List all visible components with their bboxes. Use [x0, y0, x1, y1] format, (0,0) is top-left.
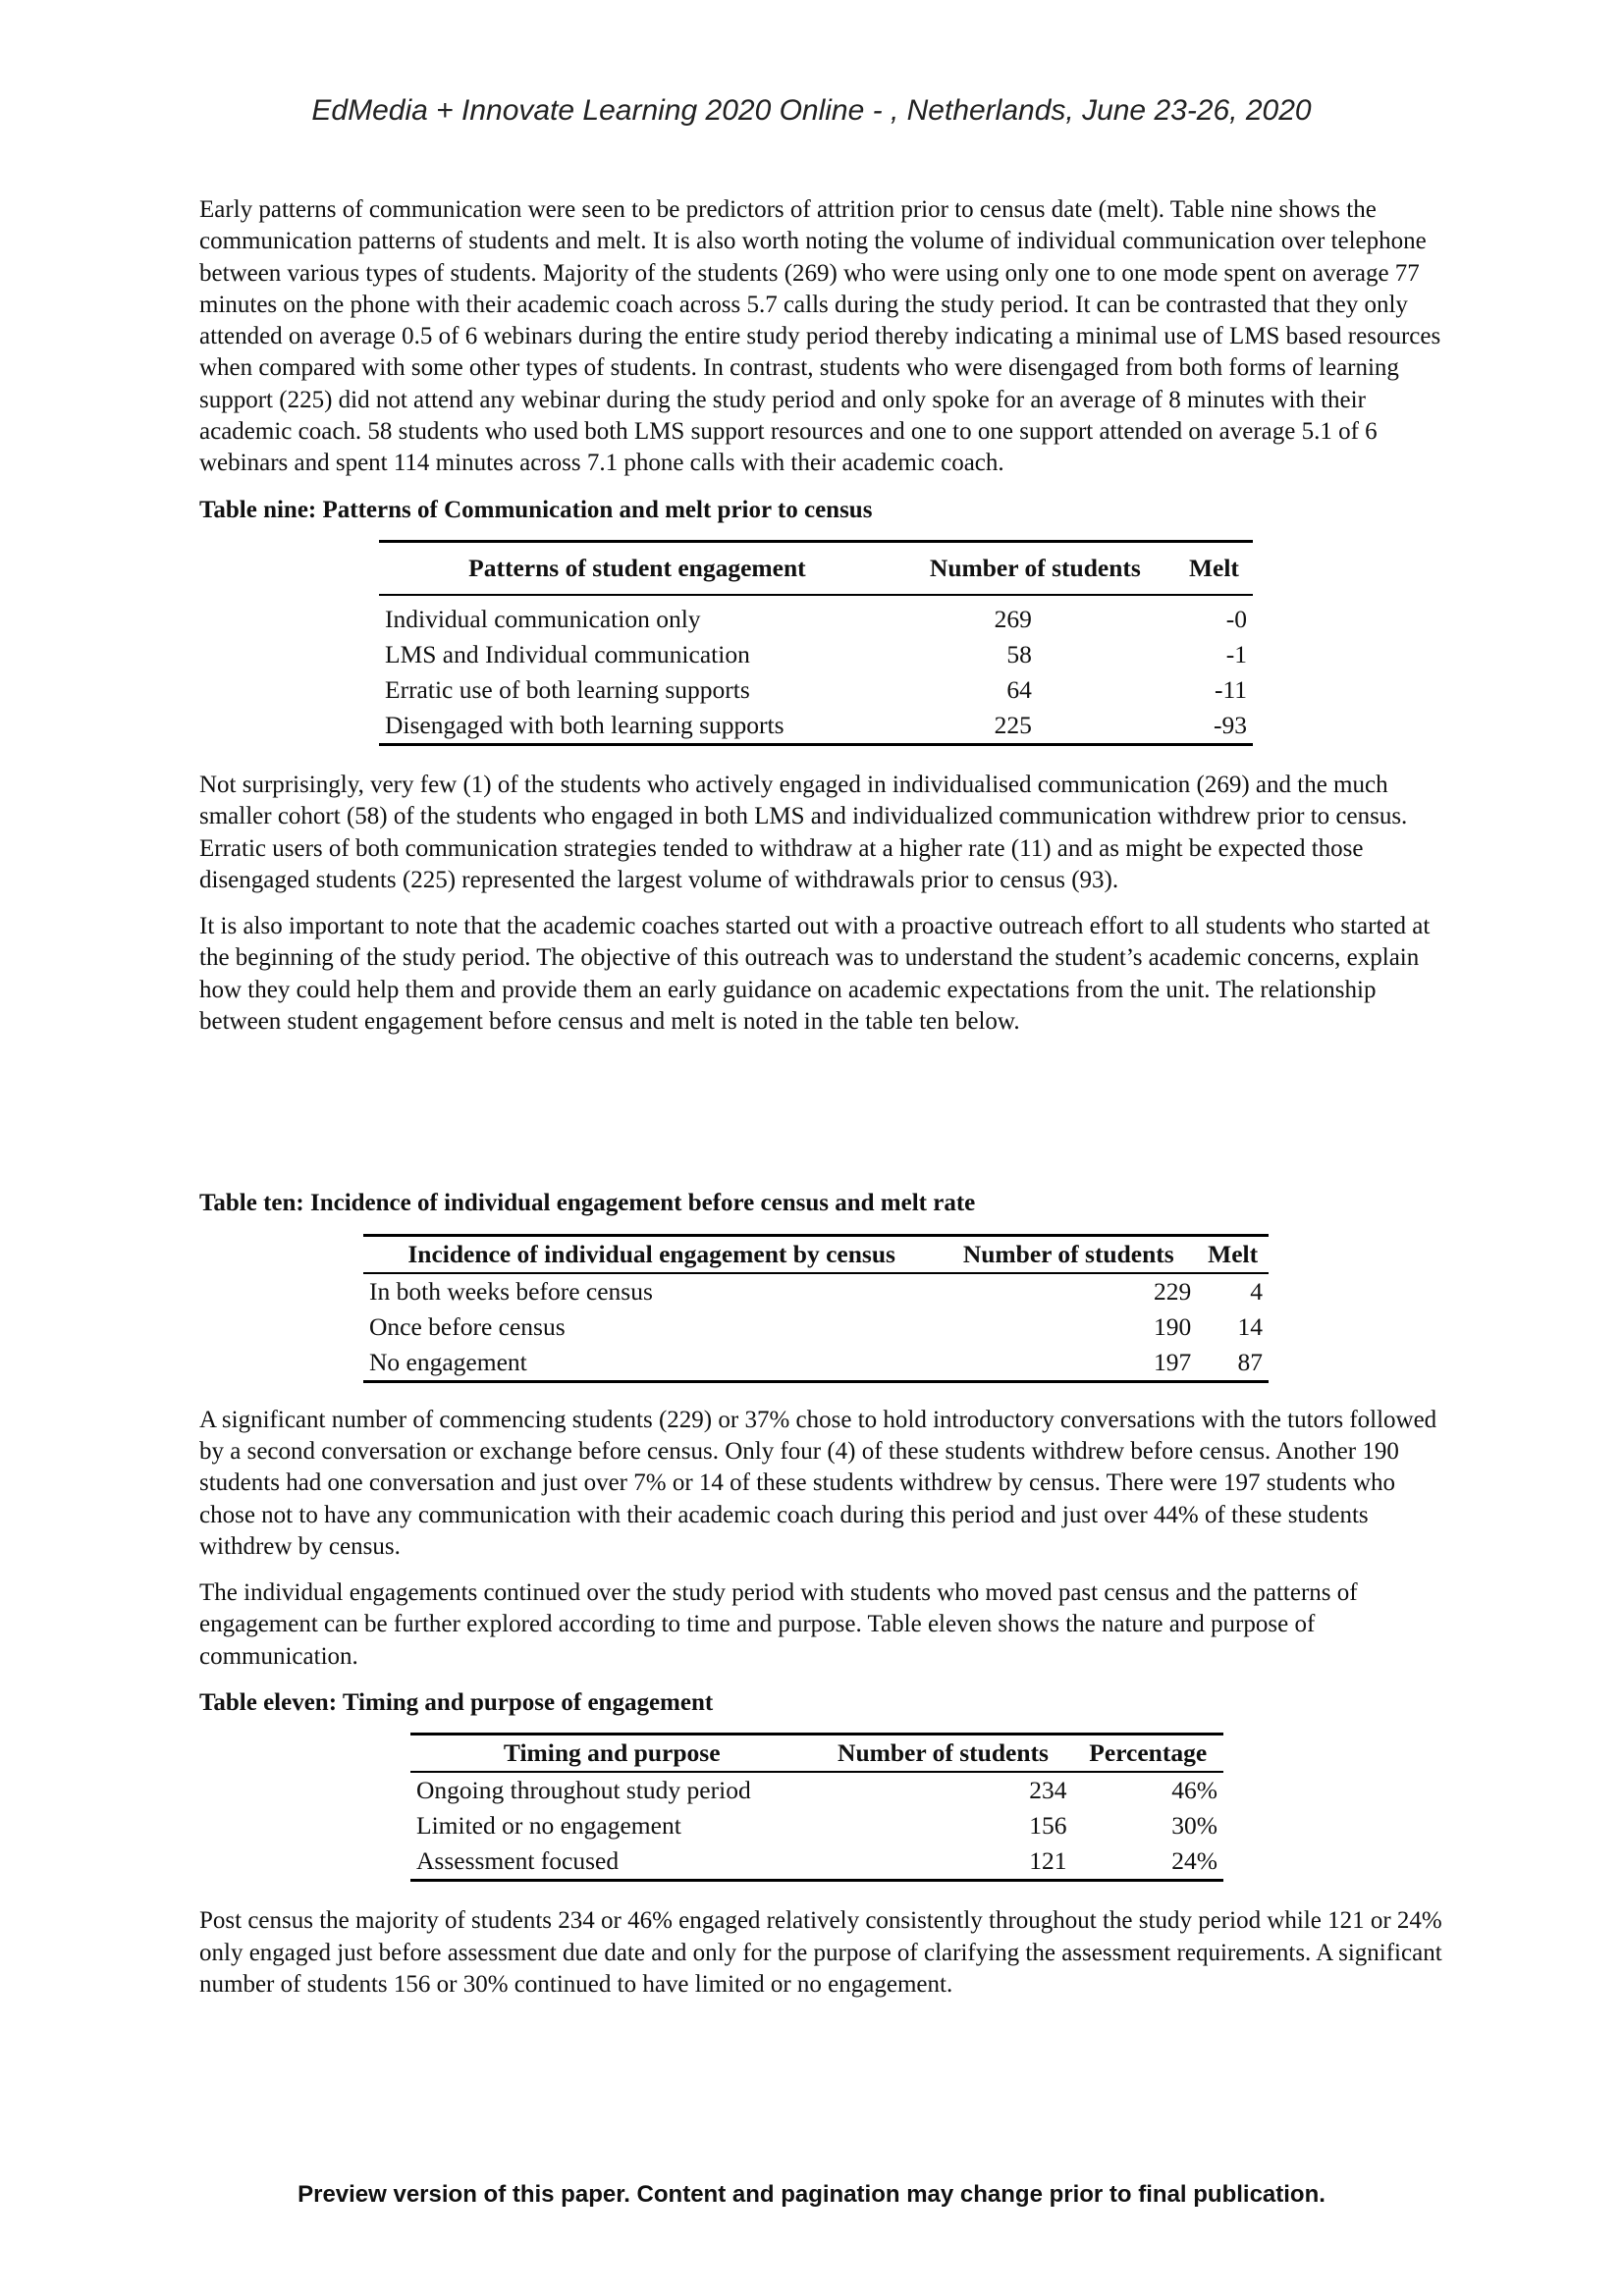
paper-body: [199, 194, 1446, 2015]
table-cell: -11: [1214, 674, 1247, 704]
column-header: Number of students: [962, 1239, 1174, 1268]
table-cell: 64: [1006, 674, 1032, 704]
paragraph-intro: Early patterns of communication were seen to be predictors of attrition prior to census date (melt). Table nine shows the communication patterns of students and melt. It is also worth noting the volume of individual communication over telephone between various types of students. Majority of the students (269) who were using only one to one mode spent on average 77 minutes on the phone with their academic coach across 5.7 calls during the study period. It can be contrasted that they only attended on average 0.5 of 6 webinars during the entire study period thereby indicating a minimal use of LMS based resources when compared with some other types of students. In contrast, students who were disengaged from both forms of learning support (225) did not attend any webinar during the study period and only spoke for an average of 8 minutes with their academic coach. 58 students who used both LMS support resources and one to one support attended on average 5.1 of 6 webinars and spent 114 minutes across 7.1 phone calls with their academic coach.: [199, 196, 1441, 477]
table-cell: 156: [1029, 1811, 1067, 1841]
table-row: [410, 1772, 1223, 1808]
table-ten: [363, 1234, 1269, 1383]
table-cell: Individual communication only: [385, 604, 701, 633]
table-cell: 4: [1250, 1276, 1263, 1306]
column-header: Melt: [1208, 1239, 1259, 1268]
table-row: [410, 1843, 1223, 1881]
table-cell: Ongoing throughout study period: [416, 1776, 751, 1805]
table-row: [363, 1345, 1269, 1382]
table-row: [379, 672, 1253, 708]
conference-header: EdMedia + Innovate Learning 2020 Online - , Netherlands, June 23-26, 2020: [311, 94, 1312, 127]
column-header: Percentage: [1089, 1738, 1208, 1768]
table-cell: In both weeks before census: [369, 1276, 653, 1306]
column-header: Number of students: [838, 1738, 1049, 1768]
table-cell: 121: [1029, 1846, 1067, 1876]
table-cell: Assessment focused: [416, 1846, 620, 1876]
column-header: Number of students: [929, 553, 1141, 582]
paragraph-engagement: A significant number of commencing students (229) or 37% chose to hold introductory conversations with the tutors followed by a second conversation or exchange before census. Only four (4) of these students withdrew before census. Another 190 students had one conversation and just over 7% or 14 of these students withdrew by census. There were 197 students who chose not to have any communication with their academic coach during this period and just over 44% of these students withdrew by census.: [199, 1406, 1437, 1560]
table-cell: Limited or no engagement: [416, 1811, 681, 1841]
table-cell: 46%: [1171, 1776, 1217, 1805]
paragraph-post-census: Post census the majority of students 234 or 46% engaged relatively consistently throughout the study period while 121 or 24% only engaged just before assessment due date and only for the purpose of clarifying the assessment requirements. A significant number of students 156 or 30% continued to have limited or no engagement.: [199, 1907, 1442, 1998]
table-cell: Once before census: [369, 1311, 566, 1341]
table-cell: 24%: [1171, 1846, 1217, 1876]
table-row: [379, 637, 1253, 672]
paragraph-outreach: It is also important to note that the academic coaches started out with a proactive outreach effort to all students who started at the beginning of the study period. The objective of this outreach was to understand the student’s academic concerns, explain how they could help them and provide them an early guidance on academic expectations from the unit. The relationship between student engagement before census and melt is noted in the table ten below.: [199, 913, 1431, 1036]
preview-footer: Preview version of this paper. Content and pagination may change prior to final publication.: [298, 2181, 1325, 2208]
table-cell: -0: [1225, 604, 1247, 633]
table-cell: No engagement: [369, 1347, 527, 1376]
table-nine-caption: Table nine: Patterns of Communication and melt prior to census: [199, 496, 873, 523]
table-row: [410, 1808, 1223, 1843]
table-row: [379, 708, 1253, 745]
table-cell: 30%: [1171, 1811, 1217, 1841]
table-nine: [379, 540, 1253, 746]
table-header-row: [379, 541, 1253, 595]
table-header-row: [410, 1735, 1223, 1773]
table-row: [379, 595, 1253, 637]
table-cell: 225: [994, 710, 1032, 739]
column-header: Incidence of individual engagement by census: [407, 1239, 895, 1268]
table-cell: 234: [1029, 1776, 1067, 1805]
paragraph-continuation: The individual engagements continued over the study period with students who moved past census and the patterns of engagement can be further explored according to time and purpose. Table eleven shows the nature and purpose of communication.: [199, 1579, 1358, 1670]
table-cell: LMS and Individual communication: [385, 639, 750, 668]
table-cell: 197: [1154, 1347, 1192, 1376]
paragraph-analysis: Not surprisingly, very few (1) of the students who actively engaged in individualised communication (269) and the much smaller cohort (58) of the students who engaged in both LMS and individualized communication withdrew prior to census. Erratic users of both communication strategies tended to withdraw at a higher rate (11) and as might be expected those disengaged students (225) represented the largest volume of withdrawals prior to census (93).: [199, 771, 1408, 893]
table-cell: Disengaged with both learning supports: [385, 710, 784, 739]
table-cell: 269: [994, 604, 1032, 633]
table-cell: 14: [1237, 1311, 1263, 1341]
table-row: [363, 1273, 1269, 1309]
table-eleven-caption: Table eleven: Timing and purpose of engagement: [199, 1689, 714, 1717]
table-cell: 87: [1237, 1347, 1263, 1376]
table-cell: 229: [1154, 1276, 1192, 1306]
column-header: Timing and purpose: [503, 1738, 721, 1768]
spacer: [199, 1052, 1446, 1182]
table-cell: -93: [1214, 710, 1247, 739]
table-header-row: [363, 1235, 1269, 1273]
table-cell: 190: [1154, 1311, 1192, 1341]
table-ten-caption: Table ten: Incidence of individual engagement before census and melt rate: [199, 1190, 976, 1217]
column-header: Melt: [1188, 553, 1239, 582]
column-header: Patterns of student engagement: [468, 553, 806, 582]
table-cell: 58: [1006, 639, 1032, 668]
table-cell: -1: [1225, 639, 1247, 668]
table-eleven: [410, 1733, 1223, 1882]
table-row: [363, 1309, 1269, 1345]
table-cell: Erratic use of both learning supports: [385, 674, 750, 704]
